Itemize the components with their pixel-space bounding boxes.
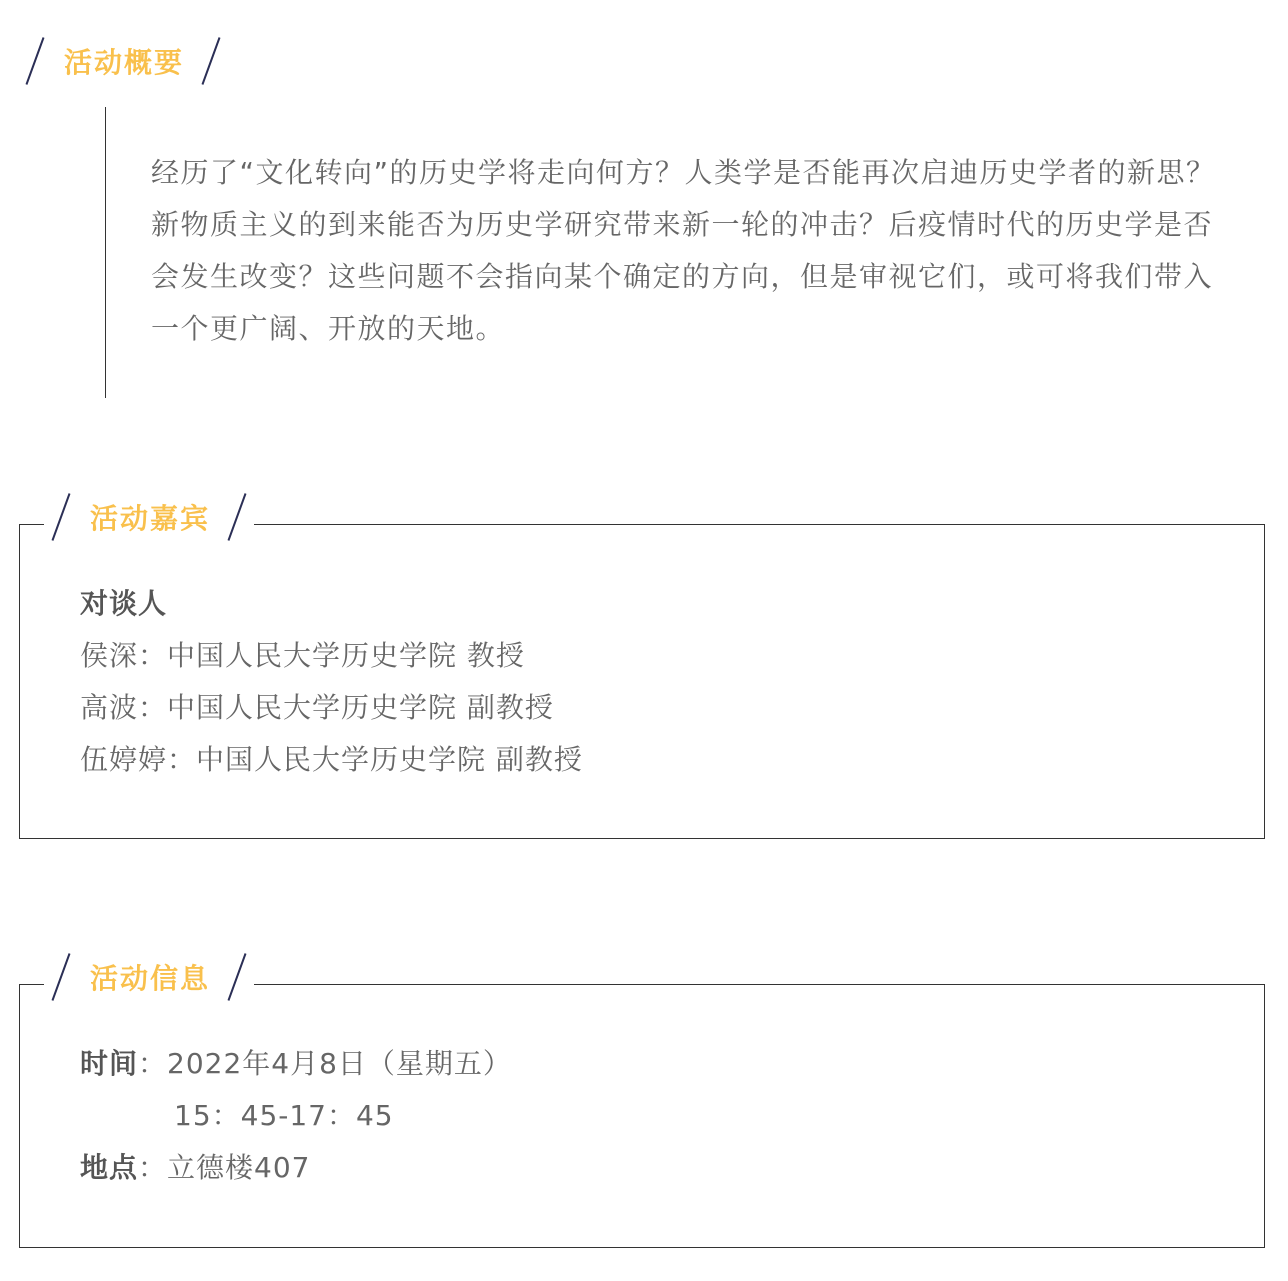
info-box [19, 984, 1265, 1248]
info-place-value: ：立德楼407 [138, 1151, 311, 1184]
info-heading-title: 活动信息 [90, 962, 211, 995]
guests-box [19, 524, 1265, 839]
info-place-row [80, 1142, 512, 1194]
guests-label: 对谈人 [80, 587, 168, 620]
info-time-range: 15：45-17：45 [174, 1099, 394, 1132]
guests-heading-title: 活动嘉宾 [90, 502, 211, 535]
slash-decoration-left [52, 493, 71, 541]
summary-heading [34, 33, 212, 89]
guest-item: 伍婷婷：中国人民大学历史学院 副教授 [80, 743, 583, 776]
info-time-row [80, 1038, 512, 1090]
slash-decoration-right [228, 953, 247, 1001]
guest-item: 高波：中国人民大学历史学院 副教授 [80, 691, 554, 724]
summary-body: 经历了“文化转向”的历史学将走向何方？人类学是否能再次启迪历史学者的新思？新物质主义的到来能否为历史学研究带来新一轮的冲击？后疫情时代的历史学是否会发生改变？这些问题不会指向某个确定的方向，但是审视它们，或可将我们带入一个更广阔、开放的天地。 [151, 156, 1216, 345]
info-time-label: 时间 [80, 1047, 139, 1080]
slash-decoration-right [202, 37, 221, 85]
info-content [80, 1038, 512, 1194]
info-time-value: ：2022年4月8日（星期五） [138, 1047, 512, 1080]
guest-item: 侯深：中国人民大学历史学院 教授 [80, 639, 525, 672]
info-place-label: 地点 [80, 1151, 139, 1184]
slash-decoration-right [228, 493, 247, 541]
info-heading [44, 949, 254, 1005]
summary-vertical-rule [105, 107, 106, 398]
slash-decoration-left [52, 953, 71, 1001]
guests-heading [44, 489, 254, 545]
slash-decoration-left [26, 37, 45, 85]
guests-content [80, 578, 583, 786]
summary-heading-title: 活动概要 [64, 46, 185, 79]
